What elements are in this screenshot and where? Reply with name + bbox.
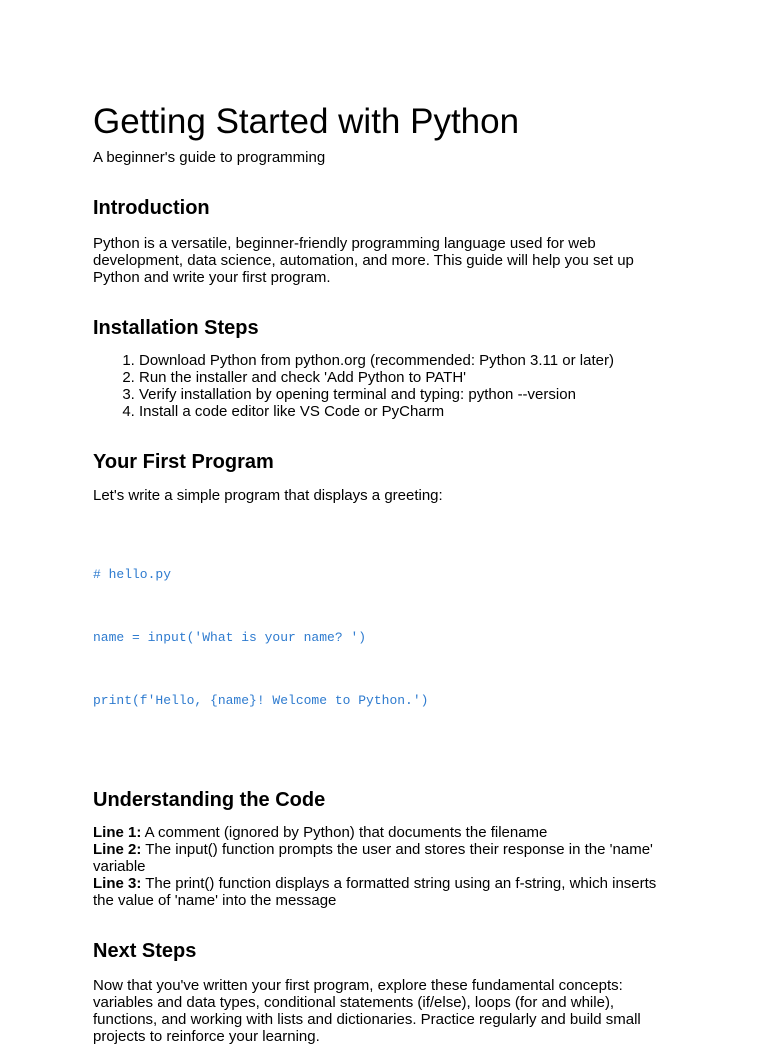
installation-heading: Installation Steps [93,317,259,339]
introduction-text: Python is a versatile, beginner-friendly programming language used for web development, data science, automation, and more. This guide will help you set up Python and write your first program. [93,235,634,286]
understanding-heading: Understanding the Code [93,789,326,811]
next-steps-heading: Next Steps [93,940,197,962]
code-explanation-line [93,824,675,841]
next-steps-text: Now that you've written your first program, explore these fundamental concepts: variables and data types, conditional statements (if/else), loops (for and while), functions, and working with lists and dictionaries. Practice regularly and build small projects to reinforce your learning. [93,977,641,1045]
code-block [93,522,675,753]
code-line: name = input('What is your name? ') [93,630,367,645]
page-title: Getting Started with Python [93,102,520,141]
understanding-body [93,824,675,909]
introduction-heading: Introduction [93,197,210,219]
line-label: Line 2: [93,841,142,858]
line-description: The input() function prompts the user and stores their response in the 'name' variable [93,841,653,875]
code-explanation-line [93,875,675,909]
line-label: Line 1: [93,824,142,841]
line-label: Line 3: [93,875,142,892]
first-program-heading: Your First Program [93,451,274,473]
code-line: # hello.py [93,567,172,582]
line-description: A comment (ignored by Python) that documents the filename [141,824,548,841]
list-item: 4. Install a code editor like VS Code or PyCharm [139,403,675,420]
code-explanation-line [93,841,675,875]
list-item: 2. Run the installer and check 'Add Python to PATH' [139,369,675,386]
page-subtitle: A beginner's guide to programming [93,149,326,166]
first-program-text: Let's write a simple program that displays a greeting: [93,487,443,504]
list-item: 3. Verify installation by opening terminal and typing: python --version [139,386,675,403]
code-line: print(f'Hello, {name}! Welcome to Python.') [93,693,429,708]
list-item: 1. Download Python from python.org (recommended: Python 3.11 or later) [139,352,675,369]
line-description: The print() function displays a formatted string using an f-string, which inserts the value of 'name' into the message [93,875,657,909]
installation-steps-list [93,352,675,420]
